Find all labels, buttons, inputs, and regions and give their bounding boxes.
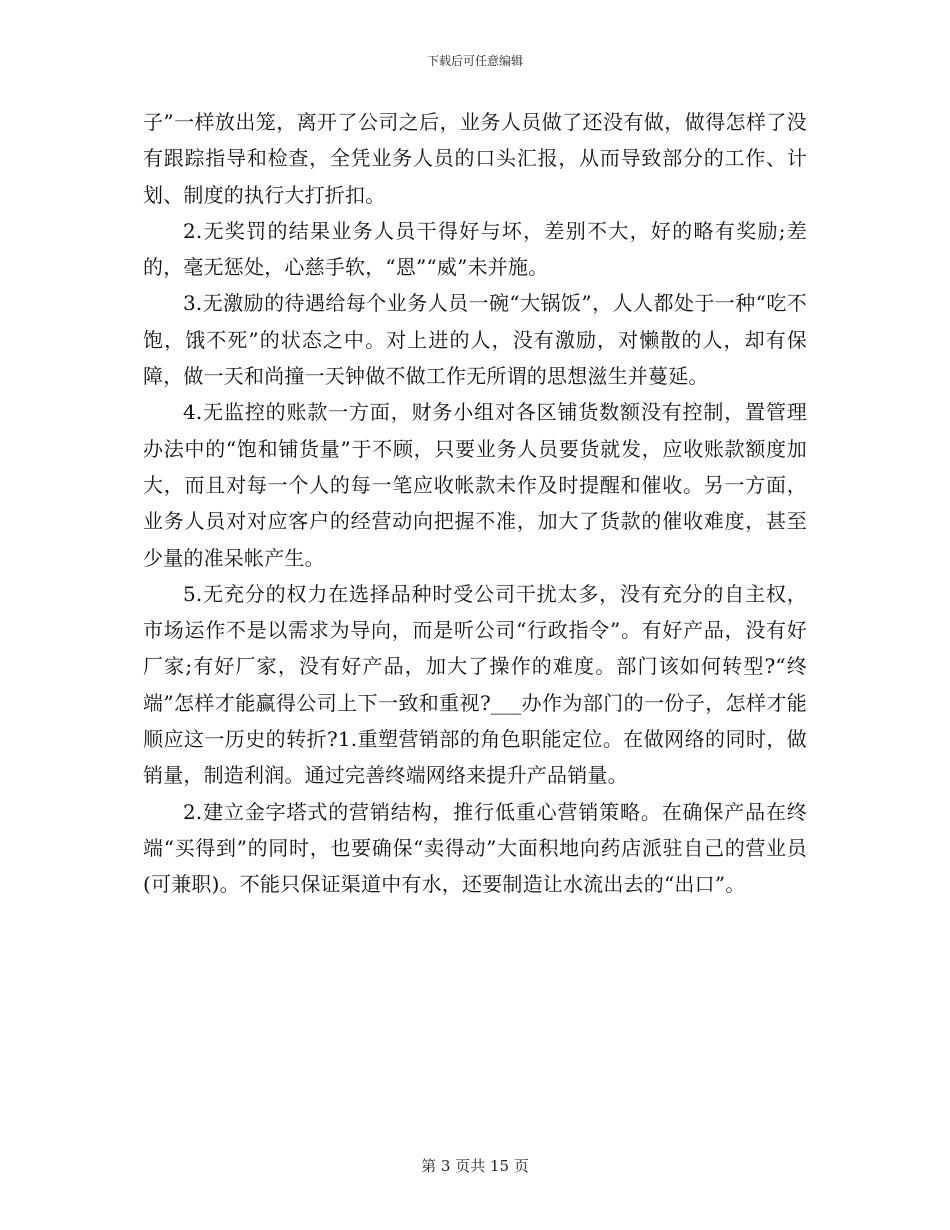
paragraph-2: 2.无奖罚的结果业务人员干得好与坏，差别不大，好的略有奖励;差的，毫无惩处，心慈手软，“恩”“威”未并施。: [143, 218, 807, 280]
page-header: 下载后可任意编辑: [426, 54, 523, 68]
page-number: 第 3 页共 15 页: [421, 1157, 529, 1175]
paragraph-3: 3.无激励的待遇给每个业务人员一碗“大锅饭”，人人都处于一种“吃不饱，饿不死”的状态之中。对上进的人，没有激励，对懒散的人，却有保障，做一天和尚撞一天钟做不做工作无所谓的思想滋生并蔓延。: [143, 291, 807, 389]
paragraph-5: 5.无充分的权力在选择品种时受公司干扰太多，没有充分的自主权，市场运作不是以需求为导向，而是听公司“行政指令”。有好产品，没有好厂家;有好厂家，没有好产品，加大了操作的难度。部门该如何转型?“终端”怎样才能赢得公司上下一致和重视?___办作为部门的一份子，怎样才能顺应这一历史的转折?1.重塑营销部的角色职能定位。在做网络的同时，做销量，制造利润。通过完善终端网络来提升产品销量。: [143, 581, 807, 788]
paragraph-6: 2.建立金字塔式的营销结构，推行低重心营销策略。在确保产品在终端“买得到”的同时，也要确保“卖得动”大面积地向药店派驻自己的营业员(可兼职)。不能只保证渠道中有水，还要制造让水流出去的“出口”。: [143, 799, 807, 897]
paragraph-4: 4.无监控的账款一方面，财务小组对各区铺货数额没有控制，置管理办法中的“饱和铺货量”于不顾，只要业务人员要货就发，应收账款额度加大，而且对每一个人的每一笔应收帐款未作及时提醒和催收。另一方面，业务人员对对应客户的经营动向把握不准，加大了货款的催收难度，甚至少量的准呆帐产生。: [143, 400, 807, 570]
paragraph-1: 子”一样放出笼，离开了公司之后，业务人员做了还没有做，做得怎样了没有跟踪指导和检查，全凭业务人员的口头汇报，从而导致部分的工作、计划、制度的执行大打折扣。: [143, 110, 807, 207]
document-body: [143, 104, 807, 903]
